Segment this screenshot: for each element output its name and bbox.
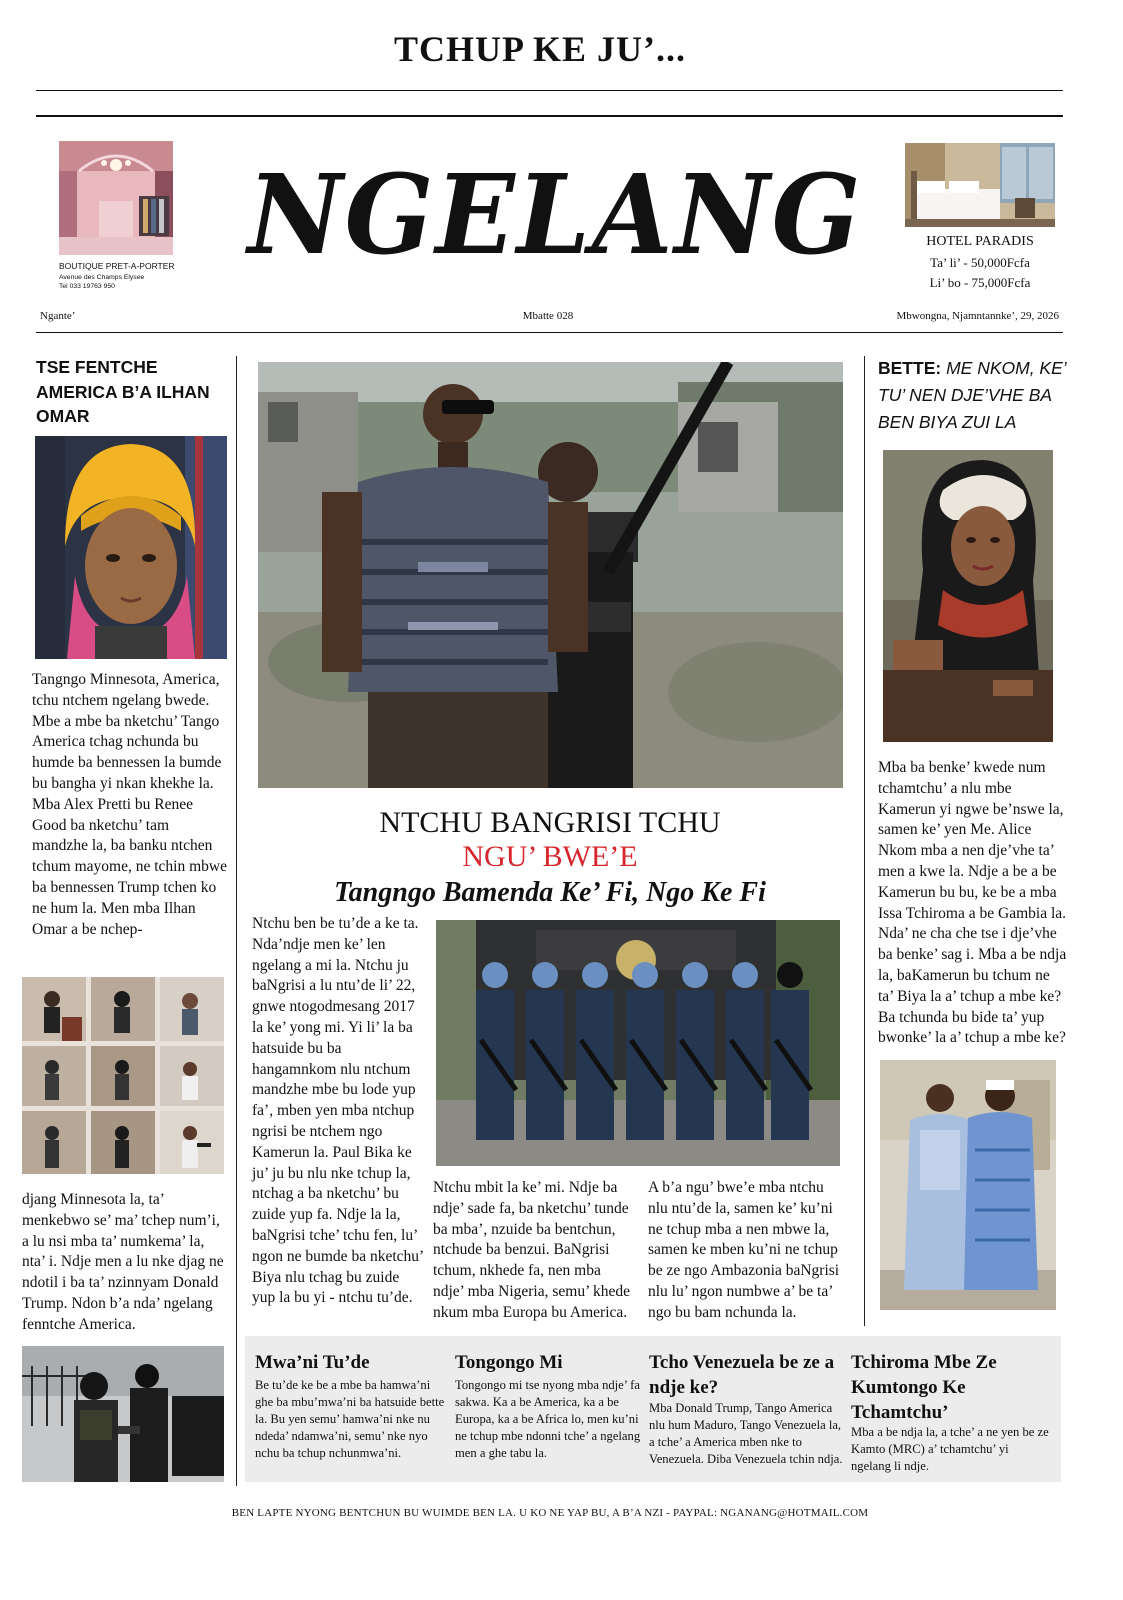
main-story-col-3: A b’a ngu’ bwe’e mba ntchu nlu ntu’de la, samen ke’ ku’ni ne tchup mba a nen mbwe la, samen ke mben ku’ni ne tchup be ze ngo Ambazonia baNgrisi nlu lu’ ngon numbwe a’ be ta’ ngo bu bam nchunda la. [648,1179,840,1321]
hotel-room-photo [905,143,1055,227]
dateline-right: Mbwongna, Njamntannke’, 29, 2026 [896,310,1059,322]
main-headline-2: NGU’ BWE’E [462,840,638,873]
footer-notice: BEN LAPTE NYONG BENTCHUN BU WUIMDE BEN LA. U KO NE YAP BU, A B’A NZI - PAYPAL: NGANANG@HOTMAIL.COM [231,1507,869,1519]
brief-2-head: Tongongo Mi [455,1352,563,1373]
left-story-para-1: Tangngo Minnesota, America, tchu ntchem ngelang bwede. Mbe a mbe ba nketchu’ Tango America tchag nchunda bu humde ba bennessen la bumde bu bangha yi nkan khekhe la. Mba Alex Pretti bu Renee Good ba nketchu’ tam mandzhe la, ba banku ntchen tchum mayome, ne tchin mbwe ba bennessen Trump tchen ko ne hum la. Men mba Ilhan Omar a be nchep- [32,671,227,938]
brief-4-body: Mba a be ndja la, a tche’ a ne yen be ze Kamto (MRC) a’ tchamtchu’ yi ngelang li ndje. [851,1425,1049,1473]
brief-3-head: Tcho Venezuela be ze a ndje ke? [649,1352,835,1398]
right-story-headline [878,355,1068,436]
column-rule-left [236,356,237,1486]
main-story-col-1: Ntchu ben be tu’de a ke ta. Nda’ndje men ke’ len ngelang a mi la. Ntchu ju baNgrisi a lu ntu’de li’ 22, gnwe ntogodmesang 2017 la ke’ yong mi. Yi li’ la ba hatsuide bu ba hangamnkom nlu ntchum mandzhe mbe bu lode yup fa’, mben yen mba ntchup ngrisi be ntchem ngo Kamerun la. Paul Bika ke ju’ ju bu nlu nke tchup la, ntchag a ba nketchu’ bu zuide yup fa. Ndje la la, baNgrisi tche’ tchu fen, lu’ ngon ne bumde ba nketchu’ Biya nlu tchag bu zuide yup la bu yi - ntchu tu’de. [252,915,424,1307]
dateline-center: Mbatte 028 [522,310,574,322]
brief-1-body: Be tu’de ke be a mbe ba hamwa’ni ghe ba mbu’mwa’ni ba hatsuide bette la. Bu yen semu’ hamwa’ni nke nu ndeda’ ndamwa’ni, semu’ nke nyo nchu ba tchup nchunmwa’ni. [255,1378,445,1460]
boutique-photo [59,141,173,255]
divider-masthead-top [36,115,1063,117]
right-story-headline-text: ME NKOM, KE’ TU’ NEN DJE’VHE BA BEN BIYA ZUI LA [878,358,1066,432]
tchiroma-meeting-photo [880,1060,1056,1310]
boutique-name: BOUTIQUE PRET-A-PORTER [59,261,175,271]
top-banner: TCHUP KE JU’... [393,29,686,69]
hotel-price-1: Ta’ li’ - 50,000Fcfa [930,255,1030,270]
police-unit-photo [436,920,840,1166]
right-story-label: BETTE: [878,358,942,378]
ambazonia-fighter-photo [258,362,843,788]
main-headline-1: NTCHU BANGRISI TCHU [379,806,721,839]
brief-1-head: Mwa’ni Tu’de [255,1352,370,1373]
divider-top [36,90,1063,91]
ice-agents-photo [22,1346,224,1482]
main-story-col-2: Ntchu mbit la ke’ mi. Ndje ba ndje’ sade fa, ba nketchu’ tunde ba mba’, nzuide ba bentchun, ntchude ba benzui. BaNgrisi tchum, nkhede fa, nen mba ndje’ mba Nigeria, semu’ khede nkum mba Europa bu America. [433,1179,630,1321]
brief-2-body: Tongongo mi tse nyong mba ndje’ fa sakwa. Ka a be America, ka a be Europa, ka a be Africa lo, men ku’ni ne tchup mbe ndonni tche’ a ngelang men a ghe tabu la. [455,1378,641,1460]
main-subhead: Tangngo Bamenda Ke’ Fi, Ngo Ke Fi [334,877,766,908]
hotel-price-2: Li’ bo - 75,000Fcfa [929,275,1031,290]
left-story-para-2: djang Minnesota la, ta’ menkebwo se’ ma’ tchep num’i, a lu nsi mba ta’ numkema’ la, nta’ i. Ndje men a lu nke djag ne ndotil i ba ta’ nzinnyam Donald Trump. Ndon b’a nda’ ngelang fenntche America. [22,1191,224,1333]
right-story-body: Mba ba benke’ kwede num tchamtchu’ a nlu mbe Kamerun yi ngwe be’nswe la, samen ke’ yen Me. Alice Nkom mba a nen dje’vhe ta’ men a kwe la. Ndje a be a be Kamerun bu bu, ke be a mba Issa Tchiroma a be Gambia la. Nda’ ne cha che tse i dje’vhe ba benke’ sag i. Mba a be ndja la, baKamerun bu tchum ne ta’ Biya la a’ tchup a mbe ke? Ba tchunda bu bide ta’ yup bwonke’ la a’ tchup a mbe ke? [878,759,1067,1047]
boutique-phone: Tel 033 19763 950 [59,283,115,290]
dateline-left: Ngante’ [40,310,76,322]
column-rule-right [864,356,865,1326]
ilhan-omar-photo [35,436,227,659]
alice-nkom-photo [883,450,1053,742]
boutique-address: Avenue des Champs Elysee [59,274,145,281]
hotel-name: HOTEL PARADIS [926,234,1034,249]
left-story-headline: TSE FENTCHE AMERICA B’A ILHAN OMAR [36,357,210,426]
divider-dateline [36,332,1063,333]
brief-4-head: Tchiroma Mbe Ze Kumtongo Ke Tchamtchu’ [851,1352,997,1423]
ilhan-omar-attack-photo-grid [22,977,224,1174]
masthead-title: NGELANG [247,149,863,280]
brief-3-body: Mba Donald Trump, Tango America nlu hum Maduro, Tango Venezuela la, a tche’ a America mben nke to Venezuela. Diba Venezuela tchin ndja. [649,1401,843,1466]
